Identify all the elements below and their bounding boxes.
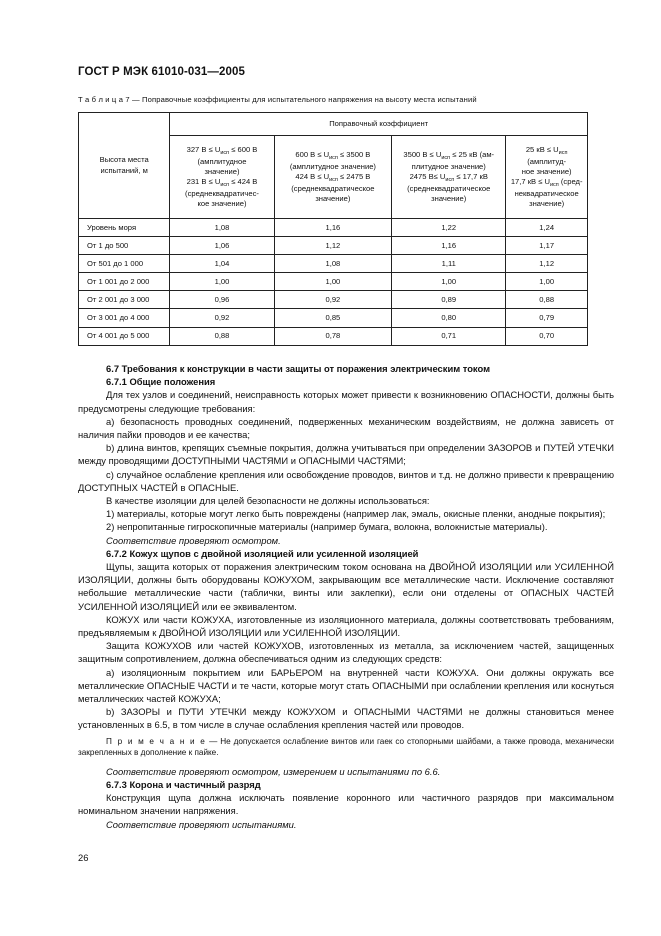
note	[78, 736, 614, 759]
header-text: 3500 В ≤ U	[403, 149, 442, 159]
header-text: 25 кВ ≤ U	[525, 144, 559, 154]
coefficient-cell: 0,70	[506, 327, 588, 345]
compliance-note: Соответствие проверяют осмотром.	[106, 534, 281, 546]
header-text: исп	[220, 182, 230, 188]
header-text: исп	[329, 176, 338, 183]
header-text: исп	[220, 149, 230, 156]
header-text: (среднеквадратичес-	[185, 189, 259, 199]
header-text: (амплитудное	[197, 156, 247, 166]
coefficient-cell: 0,92	[274, 291, 392, 309]
coefficient-cell: 1,16	[392, 237, 506, 255]
voltage-range-header	[392, 136, 506, 219]
document-body	[78, 362, 614, 831]
coefficient-cell: 0,92	[170, 309, 274, 327]
coefficient-cell: 0,80	[392, 309, 506, 327]
list-item: а) изоляционным покрытием или БАРЬЕРОМ на внутренней части КОЖУХА. Они должны окружать все металлические ОПАСНЫЕ ЧАСТИ и те части, которые могут стать ОПАСНЫМИ при ослаблении крепления или коснуться металлических частей КОЖУХА;	[78, 666, 614, 705]
coefficient-cell: 1,22	[392, 219, 506, 237]
coefficient-cell: 0,78	[274, 327, 392, 345]
coefficient-cell: 0,79	[506, 309, 588, 327]
coefficient-cell: 0,96	[170, 291, 274, 309]
coefficient-cell: 1,24	[506, 219, 588, 237]
coefficient-cell: 1,08	[274, 255, 392, 273]
coefficient-cell: 1,04	[170, 255, 274, 273]
compliance-note: Соответствие проверяют испытаниями.	[106, 818, 297, 830]
coefficient-cell: 1,11	[392, 255, 506, 273]
header-text: ное значение)	[521, 166, 572, 176]
coefficient-cell: 1,17	[506, 237, 588, 255]
header-text: ≤ 25 кВ (ам-	[450, 149, 495, 159]
altitude-cell: От 501 до 1 000	[79, 255, 170, 273]
header-text: ≤ 2475 В	[337, 171, 371, 181]
page-number: 26	[78, 852, 89, 863]
section-heading-6-7: 6.7 Требования к конструкции в части защиты от поражения электрическим током	[106, 363, 491, 374]
list-item: 2) непропитанные гигроскопичные материалы (например бумага, волокна, волокнистые материалы).	[106, 521, 548, 533]
list-item: b) длина винтов, крепящих съемные покрытия, должна учитываться при определении ЗАЗОРОВ и ПУТЕЙ УТЕЧКИ между проводящими ДОСТУПНЫМИ ЧАСТЯМИ и ОПАСНЫМИ ЧАСТЯМИ;	[78, 442, 614, 467]
header-text: значение)	[431, 194, 467, 204]
paragraph: Для тех узлов и соединений, неисправность которых может привести к возникновению ОПАСНОСТИ, должны быть предусмотрены следующие требования:	[78, 389, 614, 414]
header-text: (амплитудное значение)	[289, 161, 376, 171]
note-text: — Не допускается ослабление винтов или гаек со стопорными шайбами, а также провода, механически закрепленных в дополнение к пайке.	[78, 736, 614, 758]
list-item: с) случайное ослабление крепления или освобождение проводов, винтов и т.д. не должно привести к превращению ДОСТУПНЫХ ЧАСТЕЙ в ОПАСНЫЕ.	[78, 468, 614, 493]
coefficient-cell: 1,12	[506, 255, 588, 273]
note-label: П р и м е ч а н и е	[106, 736, 207, 746]
header-text: 231 В ≤ U	[186, 177, 221, 186]
table-row	[79, 309, 588, 327]
coefficient-cell: 1,06	[170, 237, 274, 255]
correction-coefficient-table	[78, 112, 588, 346]
coefficient-cell: 0,71	[392, 327, 506, 345]
coefficient-cell: 0,89	[392, 291, 506, 309]
altitude-cell: От 4 001 до 5 000	[79, 327, 170, 345]
table-row	[79, 291, 588, 309]
altitude-cell: От 1 001 до 2 000	[79, 273, 170, 291]
header-text: значение)	[529, 199, 565, 209]
coefficient-cell: 1,00	[506, 273, 588, 291]
table-row	[79, 255, 588, 273]
header-text: ≤ 17,7 кВ	[454, 171, 488, 181]
altitude-cell: Уровень моря	[79, 219, 170, 237]
header-text: (среднеквадратическое	[291, 184, 375, 194]
paragraph: Щупы, защита которых от поражения электрическим током основана на ДВОЙНОЙ ИЗОЛЯЦИИ или УСИЛЕННОЙ ИЗОЛЯЦИИ, должны быть оборудованы КОЖУХОМ, закрывающим все металлические части. Исключение составляют небольшие металлические части (таблички, винты или заклепки), если они отделены от ОПАСНЫХ ЧАСТЕЙ УСИЛЕННОЙ ИЗОЛЯЦИЕЙ или ее эквивалентом.	[78, 561, 614, 612]
voltage-range-header	[170, 136, 274, 219]
voltage-range-header	[506, 136, 588, 219]
header-text: исп	[441, 154, 451, 161]
altitude-cell: От 3 001 до 4 000	[79, 309, 170, 327]
header-text: 17,7 кВ ≤ U	[510, 177, 550, 186]
list-item: b) ЗАЗОРЫ и ПУТИ УТЕЧКИ между КОЖУХОМ и ОПАСНЫМИ ЧАСТЯМИ не должны становиться менее установленных в 6.5, в том числе в случае ослабления крепления частей или проводов.	[78, 706, 614, 731]
header-text: значение)	[204, 166, 240, 176]
compliance-note: Соответствие проверяют осмотром, измерением и испытаниями по 6.6.	[106, 765, 441, 777]
coefficient-cell: 0,88	[170, 327, 274, 345]
coefficient-cell: 1,08	[170, 219, 274, 237]
altitude-cell: От 2 001 до 3 000	[79, 291, 170, 309]
coefficient-group-header: Поправочный коэффициент	[170, 113, 588, 136]
header-text: (среднеквадратическое	[407, 184, 491, 194]
header-text: ≤ 3500 В	[337, 149, 371, 159]
header-text: исп	[329, 154, 338, 161]
paragraph: Конструкция щупа должна исключать появление коронного или частичного разрядов при максимальном номинальном значении напряжения.	[78, 792, 614, 817]
coefficient-cell: 1,00	[170, 273, 274, 291]
table-caption: Т а б л и ц а 7 — Поправочные коэффициенты для испытательного напряжения на высоту места испытаний	[78, 95, 477, 104]
header-text: ≤ 600 В	[229, 144, 258, 154]
table-row	[79, 237, 588, 255]
coefficient-cell: 1,16	[274, 219, 392, 237]
paragraph: КОЖУХ или части КОЖУХА, изготовленные из изоляционного материала, должны соответствовать требованиям, предъявляемым к ДВОЙНОЙ ИЗОЛЯЦИИ или УСИЛЕННОЙ ИЗОЛЯЦИИ.	[78, 613, 614, 639]
voltage-range-header	[274, 136, 392, 219]
altitude-header: Высота места испытаний, м	[79, 113, 170, 219]
header-text: 2475 В≤ U	[409, 171, 446, 181]
standard-header: ГОСТ Р МЭК 61010-031—2005	[78, 66, 245, 78]
header-text: 327 В ≤ U	[186, 144, 221, 154]
header-text: исп	[558, 149, 568, 156]
header-text: ≤ 424 В	[229, 177, 258, 186]
coefficient-cell: 0,88	[506, 291, 588, 309]
coefficient-cell: 1,12	[274, 237, 392, 255]
header-text: исп	[549, 182, 559, 188]
list-item: а) безопасность проводных соединений, подверженных механическим воздействиям, не должна зависеть от наличия пайки проводов и ее качества;	[78, 415, 614, 441]
section-heading-6-7-2: 6.7.2 Кожух щупов с двойной изоляцией или усиленной изоляцией	[106, 547, 419, 559]
header-text: неквадратическое	[514, 189, 579, 199]
section-heading-6-7-3: 6.7.3 Корона и частичный разряд	[106, 778, 261, 790]
header-text: 424 В ≤ U	[295, 171, 330, 181]
table-row	[79, 219, 588, 237]
list-item: 1) материалы, которые могут легко быть повреждены (например лак, эмаль, окисные пленки, анодные покрытия);	[106, 508, 606, 520]
paragraph: В качестве изоляции для целей безопасности не должны использоваться:	[106, 495, 430, 507]
header-text: плитудное значение)	[411, 161, 486, 171]
table-row	[79, 327, 588, 345]
header-text: исп	[445, 176, 455, 183]
header-text: кое значение)	[197, 199, 247, 209]
coefficient-cell: 1,00	[392, 273, 506, 291]
coefficient-cell: 1,00	[274, 273, 392, 291]
table-row	[79, 273, 588, 291]
altitude-cell: От 1 до 500	[79, 237, 170, 255]
header-text: (амплитуд-	[527, 156, 567, 166]
header-text: (сред-	[558, 177, 583, 186]
header-text: значение)	[315, 194, 351, 204]
section-heading-6-7-1: 6.7.1 Общие положения	[106, 376, 216, 388]
header-text: 600 В ≤ U	[295, 149, 330, 159]
coefficient-cell: 0,85	[274, 309, 392, 327]
paragraph: Защита КОЖУХОВ или частей КОЖУХОВ, изготовленных из металла, за исключением частей, защищенных защитным сопротивлением, должна обеспечиваться одним из следующих средств:	[78, 640, 614, 665]
